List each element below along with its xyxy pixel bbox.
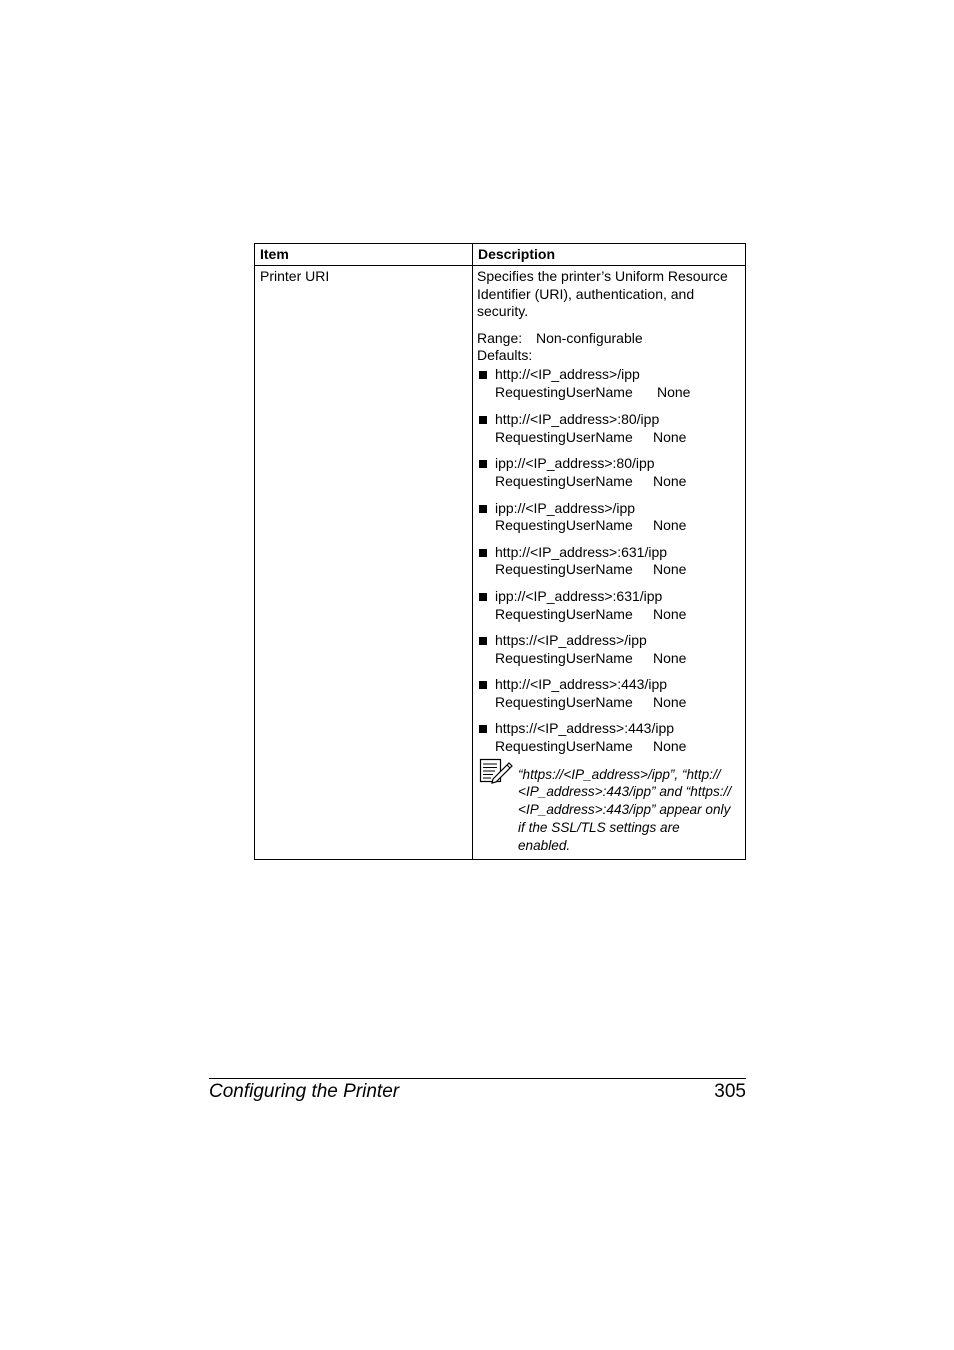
default-param-value: None xyxy=(653,693,687,710)
default-url: http://<IP_address>:80/ipp xyxy=(495,411,660,428)
defaults-list xyxy=(477,366,741,756)
bullet-square-icon xyxy=(479,371,487,379)
default-param-value: None xyxy=(653,605,687,622)
list-item xyxy=(477,544,741,579)
bullet-square-icon xyxy=(479,460,487,468)
default-param-row xyxy=(495,429,741,447)
default-param-value: None xyxy=(653,649,687,666)
range-value: Non-configurable xyxy=(536,329,643,346)
default-param-name: RequestingUserName xyxy=(495,472,633,489)
list-item xyxy=(477,455,741,490)
default-param-value: None xyxy=(653,517,687,534)
default-param-name: RequestingUserName xyxy=(495,517,633,534)
default-param-value: None xyxy=(653,738,687,755)
default-url: http://<IP_address>/ipp xyxy=(495,365,640,382)
list-item xyxy=(477,411,741,446)
default-param-value: None xyxy=(653,561,687,578)
item-cell: Printer URI xyxy=(255,266,473,860)
default-param-row xyxy=(495,738,741,756)
default-param-row xyxy=(495,606,741,624)
default-param-name: RequestingUserName xyxy=(495,383,633,400)
description-cell xyxy=(473,266,746,860)
header-item: Item xyxy=(255,244,473,266)
list-item xyxy=(477,500,741,535)
list-item xyxy=(477,632,741,667)
settings-table xyxy=(254,243,746,860)
default-param-name: RequestingUserName xyxy=(495,649,633,666)
defaults-label: Defaults: xyxy=(477,347,533,364)
range-label: Range: xyxy=(477,329,523,346)
table-row xyxy=(255,266,746,860)
default-param-name: RequestingUserName xyxy=(495,738,633,755)
default-param-value: None xyxy=(653,428,687,445)
default-url: ipp://<IP_address>/ipp xyxy=(495,499,636,516)
default-param-row xyxy=(495,473,741,491)
list-item xyxy=(477,720,741,755)
note-line: if the SSL/TLS settings are xyxy=(518,820,680,836)
default-param-name: RequestingUserName xyxy=(495,561,633,578)
page-number: 305 xyxy=(714,1081,746,1102)
default-param-name: RequestingUserName xyxy=(495,428,633,445)
bullet-square-icon xyxy=(479,505,487,513)
table-header-row xyxy=(255,244,746,266)
default-param-row xyxy=(495,650,741,668)
default-param-row xyxy=(495,517,741,535)
default-param-row xyxy=(495,384,741,402)
default-url: ipp://<IP_address>:631/ipp xyxy=(495,587,663,604)
bullet-square-icon xyxy=(479,416,487,424)
note-line: <IP_address>:443/ipp” and “https:// xyxy=(518,784,732,800)
default-url: https://<IP_address>:443/ipp xyxy=(495,720,675,737)
footer-divider xyxy=(209,1078,746,1079)
note-pencil-icon xyxy=(479,758,513,784)
description-intro: Specifies the printer’s Uniform Resource Identifier (URI), authentication, and security. xyxy=(477,268,728,320)
list-item xyxy=(477,366,741,401)
note-text xyxy=(518,766,741,855)
default-param-value: None xyxy=(653,472,687,489)
default-url: http://<IP_address>:631/ipp xyxy=(495,543,668,560)
default-url: ipp://<IP_address>:80/ipp xyxy=(495,455,655,472)
note-block xyxy=(477,766,741,855)
list-item xyxy=(477,676,741,711)
default-param-row xyxy=(495,561,741,579)
note-line: <IP_address>:443/ipp” appear only xyxy=(518,802,731,818)
bullet-square-icon xyxy=(479,637,487,645)
default-param-name: RequestingUserName xyxy=(495,693,633,710)
default-url: http://<IP_address>:443/ipp xyxy=(495,676,668,693)
footer-title: Configuring the Printer xyxy=(209,1081,400,1102)
note-line: enabled. xyxy=(518,837,571,853)
bullet-square-icon xyxy=(479,725,487,733)
header-description: Description xyxy=(473,244,746,266)
default-param-row xyxy=(495,694,741,712)
bullet-square-icon xyxy=(479,593,487,601)
note-line: “https://<IP_address>/ipp”, “http:// xyxy=(518,766,721,782)
range-row xyxy=(477,330,741,348)
bullet-square-icon xyxy=(479,549,487,557)
default-param-value: None xyxy=(657,383,691,400)
bullet-square-icon xyxy=(479,681,487,689)
default-url: https://<IP_address>/ipp xyxy=(495,632,647,649)
list-item xyxy=(477,588,741,623)
default-param-name: RequestingUserName xyxy=(495,605,633,622)
